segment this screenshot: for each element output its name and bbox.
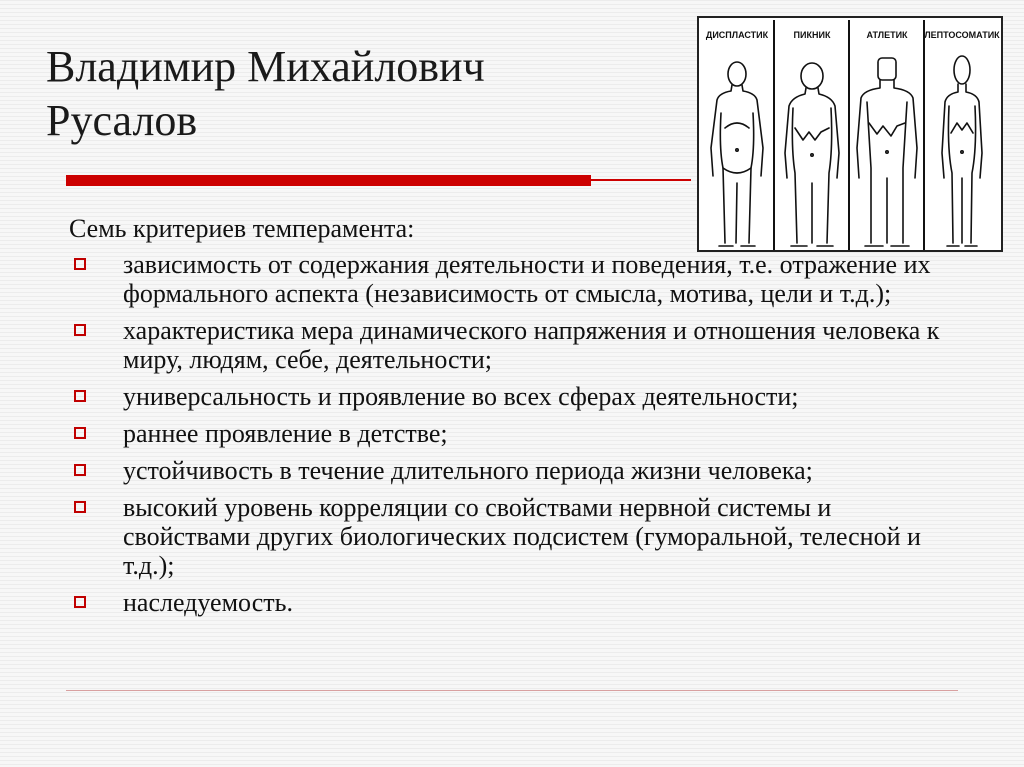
footer-divider [66, 690, 958, 691]
title-underline-thick [66, 175, 591, 186]
list-item-text: устойчивость в течение длительного периода жизни человека; [123, 456, 813, 485]
figure-label-athletic: АТЛЕТИК [866, 30, 908, 40]
figure-label-pyknic: ПИКНИК [793, 30, 831, 40]
hollow-square-bullet-icon [74, 464, 86, 476]
criteria-heading: Семь критериев темперамента: [69, 214, 415, 243]
hollow-square-bullet-icon [74, 596, 86, 608]
athletic-figure [857, 58, 917, 246]
figure-label-dysplastic: ДИСПЛАСТИК [705, 30, 769, 40]
list-item [70, 250, 950, 308]
list-item [70, 588, 950, 617]
list-item [70, 316, 950, 374]
slide-title [46, 40, 646, 148]
list-item [70, 493, 950, 580]
list-item [70, 456, 950, 485]
title-line-2: Русалов [46, 96, 198, 145]
list-item-text: характеристика мера динамического напряжения и отношения человека к миру, людям, себе, деятельности; [123, 316, 940, 374]
list-item-text: раннее проявление в детстве; [123, 419, 448, 448]
figure-label-leptosomatic: ЛЕПТОСОМАТИК [924, 30, 1000, 40]
pyknic-figure [785, 63, 839, 246]
hollow-square-bullet-icon [74, 501, 86, 513]
hollow-square-bullet-icon [74, 324, 86, 336]
list-item-text: наследуемость. [123, 588, 293, 617]
list-item-text: высокий уровень корреляции со свойствами нервной системы и свойствами других биологических подсистем (гуморальной, телесной и т.д.); [123, 493, 921, 580]
hollow-square-bullet-icon [74, 258, 86, 270]
list-item-text: зависимость от содержания деятельности и поведения, т.е. отражение их формального аспекта (независимость от смысла, мотива, цели и т.д.); [123, 250, 931, 308]
criteria-list [70, 250, 950, 625]
leptosomatic-figure [942, 56, 982, 246]
list-item-text: универсальность и проявление во всех сферах деятельности; [123, 382, 799, 411]
title-underline-thin [591, 179, 691, 181]
title-line-1: Владимир Михайлович [46, 42, 485, 91]
list-item [70, 382, 950, 411]
dysplastic-figure [711, 62, 763, 246]
body-types-illustration [697, 16, 1003, 252]
hollow-square-bullet-icon [74, 427, 86, 439]
list-item [70, 419, 950, 448]
hollow-square-bullet-icon [74, 390, 86, 402]
